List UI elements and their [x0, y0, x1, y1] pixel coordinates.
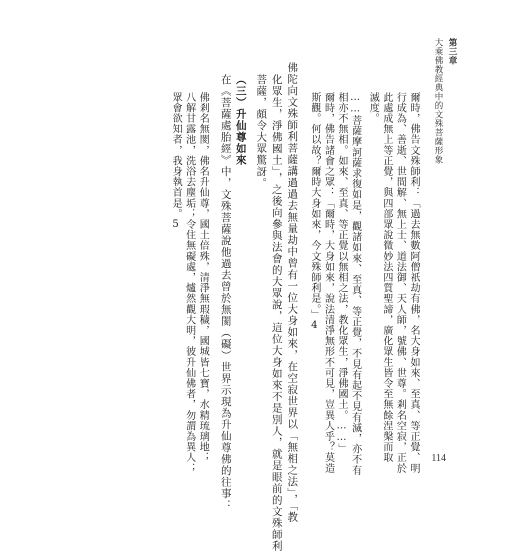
quote-line: 滅度。: [367, 92, 379, 124]
section-heading: （三）升仙尊如來: [234, 74, 247, 166]
quote-line: 相亦不無相。如來、至真、等正覺以無相之法，教化眾生，淨佛國土。……」: [336, 92, 348, 455]
prose-line: 佛陀向文殊師利菩薩講過過去無量劫中曾有一位大身如來，在空寂世界以「無相之法」，「教: [286, 62, 299, 523]
quote-line: 行成為、善逝、世間解、無上士、道法御、天人師，號佛、世尊。剎名空寂，正於: [394, 92, 406, 474]
footnote-marker: 4: [308, 320, 320, 332]
page-number: 114: [431, 453, 446, 464]
chapter-label: 第三章: [447, 38, 457, 65]
prose-line: 菩薩，頗令大眾驚訝。: [255, 74, 268, 189]
quote-line: [168, 92, 182, 231]
quote-line: 爾時，佛告諸會之眾：「爾時，大身如來，說法清淨無形不可見，豈異人乎？莫造: [322, 92, 334, 474]
quote-line: 爾時，佛告文殊師利：「過去無數阿僧祇劫有佛，名大身如來、至真、等正覺、明: [408, 92, 419, 474]
prose-line: 化眾生，淨佛國土」，之後向參與法會的大眾說，這位大身如來不是別人，就是眼前的文殊師利: [270, 74, 283, 552]
quote-line: 佛剎名無閡，佛名升仙尊，國土倍殊，清淨無瑕穢，國城皆七寶，水精琉璃地；: [197, 92, 209, 463]
prose-line: 在《菩薩處胎經》中，文殊菩薩說他過去曾於無閡（礙）世界示現為升仙尊佛的往事：: [219, 74, 232, 511]
quote-text: 斯觀。何以故？爾時大身如來，今文殊師利是。」: [308, 92, 320, 321]
quote-line: ……菩薩摩訶薩求復如是，觀諸如來、至真、等正覺，不見有起不見有滅，亦不有: [349, 92, 361, 476]
main-text: [168, 62, 420, 552]
footnote-marker: 5: [170, 219, 182, 231]
quote-line: 八解甘露池，洗浴去塵垢；令住無礙處，爐然觀大明，彼升仙佛者，勿謂為異人；: [183, 92, 195, 474]
quote-text: 眾會欲知者，我身執首是。: [170, 92, 182, 220]
quote-line: [307, 92, 321, 332]
chapter-title: 大乘佛教經典中的文殊菩薩形象: [433, 38, 443, 164]
running-header: [432, 38, 458, 164]
quote-line: 此處成無上等正覺，與四部眾說微妙法四質聖諦，廣化眾生皆令至無餘涅槃而取: [380, 92, 392, 463]
